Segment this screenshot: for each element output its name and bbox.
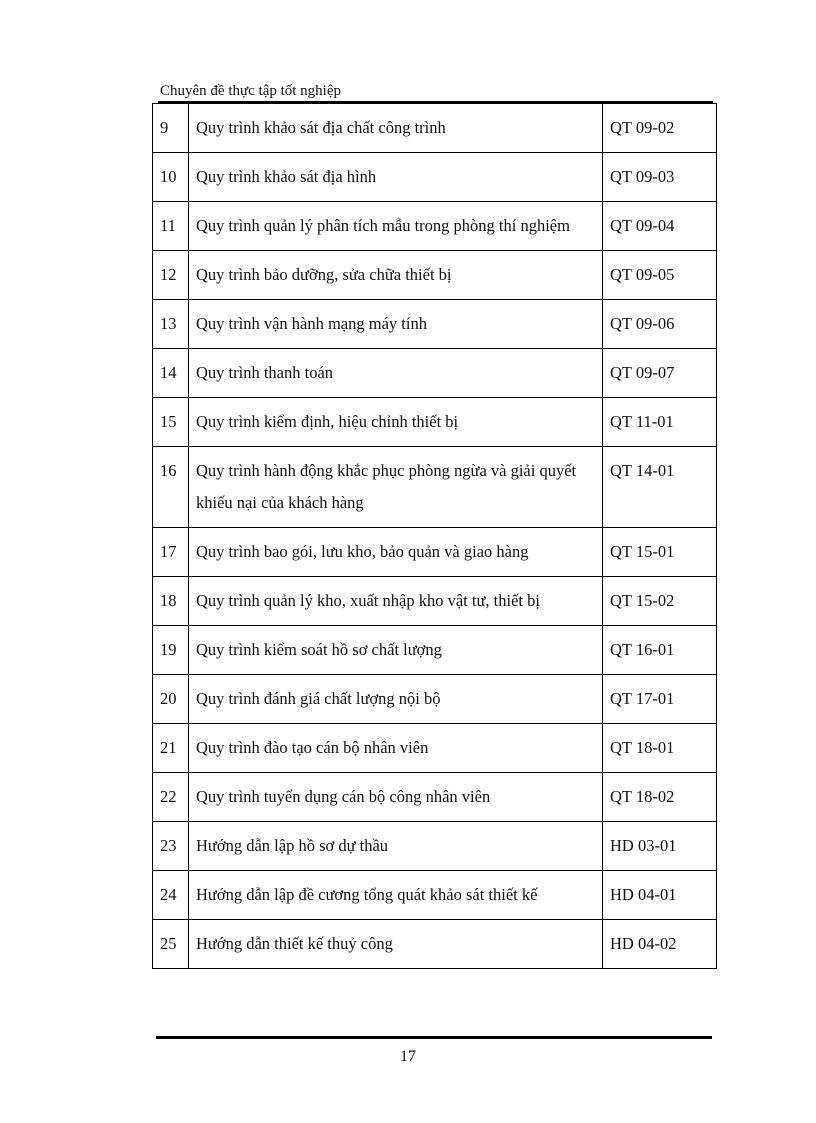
procedure-name-cell: Hướng dẫn thiết kế thuỷ công: [189, 920, 603, 969]
procedure-name-cell: Quy trình bảo dưỡng, sửa chữa thiết bị: [189, 251, 603, 300]
procedure-code-cell: HD 04-01: [603, 871, 717, 920]
row-number-cell: 19: [153, 626, 189, 675]
table-row: [153, 724, 717, 773]
procedure-code-cell: HD 03-01: [603, 822, 717, 871]
procedure-name-cell: Quy trình thanh toán: [189, 349, 603, 398]
procedure-name-cell: Quy trình quản lý kho, xuất nhập kho vật tư, thiết bị: [189, 577, 603, 626]
row-number-cell: 11: [153, 202, 189, 251]
procedure-name-cell: Quy trình vận hành mạng máy tính: [189, 300, 603, 349]
procedure-name-cell: Quy trình kiểm định, hiệu chỉnh thiết bị: [189, 398, 603, 447]
procedure-code-cell: QT 09-02: [603, 104, 717, 153]
procedures-table: [152, 103, 717, 969]
row-number-cell: 17: [153, 528, 189, 577]
table-row: [153, 773, 717, 822]
procedure-code-cell: QT 16-01: [603, 626, 717, 675]
row-number-cell: 10: [153, 153, 189, 202]
table-row: [153, 104, 717, 153]
table-row: [153, 349, 717, 398]
footer-rule: [156, 1036, 712, 1039]
table-body: [153, 104, 717, 969]
table-row: [153, 300, 717, 349]
row-number-cell: 16: [153, 447, 189, 528]
page-number: 17: [400, 1048, 416, 1065]
procedure-name-cell: Quy trình quản lý phân tích mẫu trong phòng thí nghiệm: [189, 202, 603, 251]
procedure-name-cell: Quy trình bao gói, lưu kho, bảo quản và giao hàng: [189, 528, 603, 577]
procedure-code-cell: HD 04-02: [603, 920, 717, 969]
table-row: [153, 626, 717, 675]
procedure-name-cell: Quy trình tuyển dụng cán bộ công nhân viên: [189, 773, 603, 822]
procedure-name-cell: Hướng dẫn lập hồ sơ dự thầu: [189, 822, 603, 871]
table-row: [153, 398, 717, 447]
procedure-code-cell: QT 09-07: [603, 349, 717, 398]
procedure-code-cell: QT 17-01: [603, 675, 717, 724]
procedure-name-cell: Quy trình khảo sát địa hình: [189, 153, 603, 202]
table-row: [153, 871, 717, 920]
table-row: [153, 920, 717, 969]
procedure-name-cell: Quy trình đào tạo cán bộ nhân viên: [189, 724, 603, 773]
procedure-name-cell: Quy trình khảo sát địa chất công trình: [189, 104, 603, 153]
procedure-code-cell: QT 18-02: [603, 773, 717, 822]
procedure-code-cell: QT 09-06: [603, 300, 717, 349]
row-number-cell: 18: [153, 577, 189, 626]
table-row: [153, 822, 717, 871]
table-row: [153, 447, 717, 528]
row-number-cell: 21: [153, 724, 189, 773]
procedure-name-cell: Quy trình kiểm soát hồ sơ chất lượng: [189, 626, 603, 675]
table-row: [153, 528, 717, 577]
row-number-cell: 23: [153, 822, 189, 871]
procedure-code-cell: QT 14-01: [603, 447, 717, 528]
procedure-code-cell: QT 09-04: [603, 202, 717, 251]
row-number-cell: 9: [153, 104, 189, 153]
page-header: [158, 82, 713, 104]
procedure-code-cell: QT 18-01: [603, 724, 717, 773]
procedure-code-cell: QT 15-02: [603, 577, 717, 626]
row-number-cell: 12: [153, 251, 189, 300]
procedure-code-cell: QT 09-05: [603, 251, 717, 300]
row-number-cell: 15: [153, 398, 189, 447]
row-number-cell: 20: [153, 675, 189, 724]
table-row: [153, 577, 717, 626]
row-number-cell: 13: [153, 300, 189, 349]
row-number-cell: 24: [153, 871, 189, 920]
table-row: [153, 153, 717, 202]
table-row: [153, 251, 717, 300]
table-row: [153, 675, 717, 724]
row-number-cell: 22: [153, 773, 189, 822]
procedure-name-cell: Quy trình đánh giá chất lượng nội bộ: [189, 675, 603, 724]
procedure-name-cell: Hướng dẫn lập đề cương tổng quát khảo sát thiết kế: [189, 871, 603, 920]
row-number-cell: 25: [153, 920, 189, 969]
procedure-code-cell: QT 09-03: [603, 153, 717, 202]
procedure-name-cell: Quy trình hành động khắc phục phòng ngừa và giải quyết khiếu nại của khách hàng: [189, 447, 603, 528]
procedure-code-cell: QT 11-01: [603, 398, 717, 447]
table-row: [153, 202, 717, 251]
procedure-code-cell: QT 15-01: [603, 528, 717, 577]
header-title: Chuyên đề thực tập tốt nghiệp: [160, 83, 342, 99]
row-number-cell: 14: [153, 349, 189, 398]
